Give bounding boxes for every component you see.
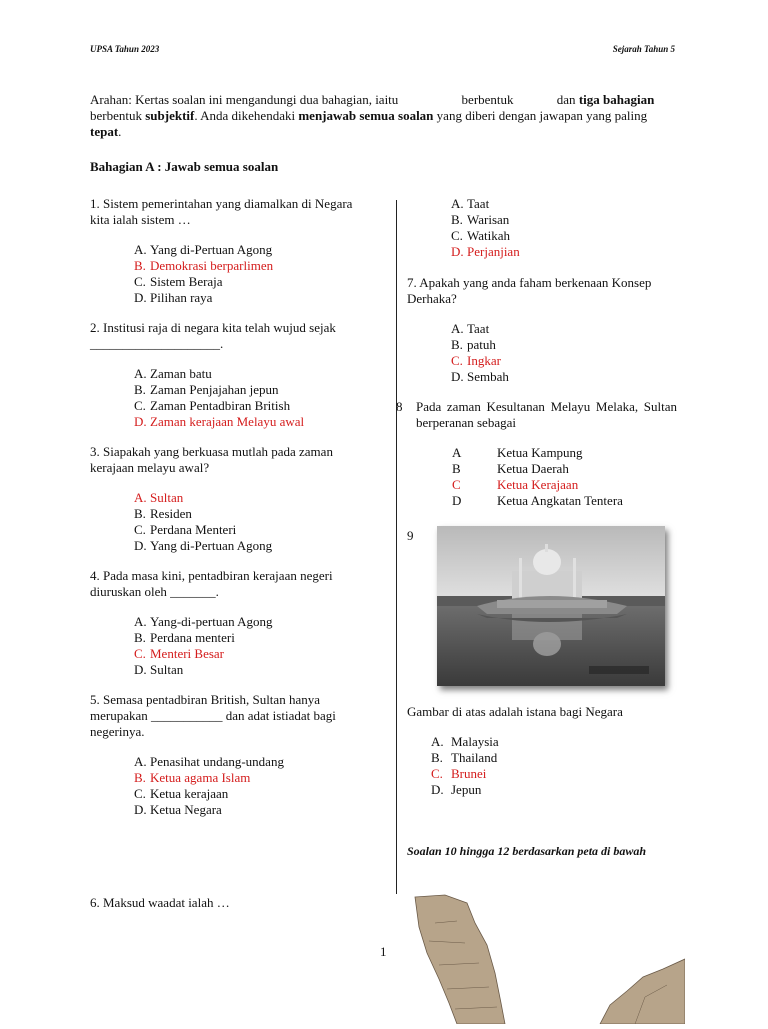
option-d: D. Jepun xyxy=(431,782,482,797)
left-column xyxy=(90,196,372,832)
instructions-text: . Anda dikehendaki xyxy=(194,108,296,123)
right-column xyxy=(407,196,677,399)
q6-option-c: C. Watikah xyxy=(451,228,510,243)
option-d: D. Sultan xyxy=(134,662,184,677)
column-divider xyxy=(396,200,397,894)
option-d-correct: D. Zaman kerajaan Melayu awal xyxy=(134,414,305,429)
option-c: C. Zaman Pentadbiran British xyxy=(134,398,291,413)
instructions-bold: subjektif xyxy=(145,108,195,123)
palace-photo xyxy=(437,526,665,686)
question-6-text: 6. Maksud waadat ialah … xyxy=(90,895,230,910)
question-3 xyxy=(90,444,372,554)
q6-option-b: B. Warisan xyxy=(451,212,510,227)
header-left: UPSA Tahun 2023 xyxy=(90,44,160,54)
question-7 xyxy=(407,275,677,385)
q6-option-d-correct: D. Perjanjian xyxy=(451,244,520,259)
option-c: C. Sistem Beraja xyxy=(134,274,223,289)
option-d: D. Yang di-Pertuan Agong xyxy=(134,538,273,553)
question-text: 7. Apakah yang anda faham berkenaan Konsep Derhaka? xyxy=(407,275,652,306)
option-b: B. Thailand xyxy=(431,750,498,765)
option-d: D. Ketua Negara xyxy=(134,802,222,817)
instructions xyxy=(90,92,676,140)
option-c-correct: C Ketua Kerajaan xyxy=(452,477,579,492)
question-text: 2. Institusi raja di negara kita telah wujud sejak ____________________. xyxy=(90,320,336,351)
map-image xyxy=(405,893,685,1024)
map-questions-note: Soalan 10 hingga 12 berdasarkan peta di bawah xyxy=(407,844,647,858)
option-c-correct: C. Menteri Besar xyxy=(134,646,225,661)
question-4 xyxy=(90,568,372,678)
question-9-text: Gambar di atas adalah istana bagi Negara xyxy=(407,704,623,719)
option-a-correct: A. Sultan xyxy=(134,490,184,505)
instructions-text: berbentuk xyxy=(461,92,514,107)
malaysia-map xyxy=(405,893,685,1024)
option-a: A. Zaman batu xyxy=(134,366,212,381)
instructions-text: . xyxy=(118,124,122,139)
option-a: A. Penasihat undang-undang xyxy=(134,754,284,769)
option-a: A. Malaysia xyxy=(431,734,499,749)
option-b-correct: B. Demokrasi berparlimen xyxy=(134,258,274,273)
option-c-correct: C. Ingkar xyxy=(451,353,501,368)
question-text: 5. Semasa pentadbiran British, Sultan hanya merupakan ___________ dan adat istiadat bagi negerinya. xyxy=(90,692,336,739)
mosque-palace-image xyxy=(437,526,665,686)
section-title: Bahagian A : Jawab semua soalan xyxy=(90,159,279,174)
question-2 xyxy=(90,320,372,430)
page-number: 1 xyxy=(380,944,387,959)
instructions-text: Arahan: Kertas soalan ini mengandungi dua bahagian, iaitu xyxy=(90,92,399,107)
instructions-bold: tepat xyxy=(90,124,119,139)
question-text: Pada zaman Kesultanan Melayu Melaka, Sultan berperanan sebagai xyxy=(416,399,677,430)
instructions-bold: menjawab semua soalan xyxy=(298,108,434,123)
question-text: 3. Siapakah yang berkuasa mutlah pada zaman kerajaan melayu awal? xyxy=(90,444,333,475)
header-right: Sejarah Tahun 5 xyxy=(612,44,675,54)
option-a: A. Yang di-Pertuan Agong xyxy=(134,242,273,257)
question-9-options xyxy=(431,734,499,798)
question-text: 4. Pada masa kini, pentadbiran kerajaan negeri diuruskan oleh _______. xyxy=(90,568,333,599)
option-d: D Ketua Angkatan Tentera xyxy=(452,493,623,508)
question-9-number: 9 xyxy=(407,528,414,543)
question-5 xyxy=(90,692,372,818)
option-d: D. Pilihan raya xyxy=(134,290,213,305)
option-c: C. Ketua kerajaan xyxy=(134,786,229,801)
instructions-text: berbentuk xyxy=(90,108,142,123)
option-b: B. Perdana menteri xyxy=(134,630,235,645)
instructions-bold: tiga bahagian xyxy=(578,92,655,107)
q6-option-a: A. Taat xyxy=(451,196,490,211)
instructions-text: yang diberi dengan jawapan yang paling xyxy=(436,108,648,123)
option-c-correct: C. Brunei xyxy=(431,766,487,781)
option-b: B. Residen xyxy=(134,506,192,521)
option-c: C. Perdana Menteri xyxy=(134,522,237,537)
option-b: B. patuh xyxy=(451,337,496,352)
question-number: 8 xyxy=(396,399,403,414)
question-1 xyxy=(90,196,372,306)
question-text: 1. Sistem pemerintahan yang diamalkan di Negara kita ialah sistem … xyxy=(90,196,353,227)
instructions-text: dan xyxy=(556,92,576,107)
option-a: A. Yang-di-pertuan Agong xyxy=(134,614,273,629)
option-b: B Ketua Daerah xyxy=(452,461,569,476)
option-a: A Ketua Kampung xyxy=(452,445,583,460)
option-d: D. Sembah xyxy=(451,369,509,384)
option-b: B. Zaman Penjajahan jepun xyxy=(134,382,279,397)
option-b-correct: B. Ketua agama Islam xyxy=(134,770,251,785)
question-8 xyxy=(396,399,677,509)
option-a: A. Taat xyxy=(451,321,490,336)
